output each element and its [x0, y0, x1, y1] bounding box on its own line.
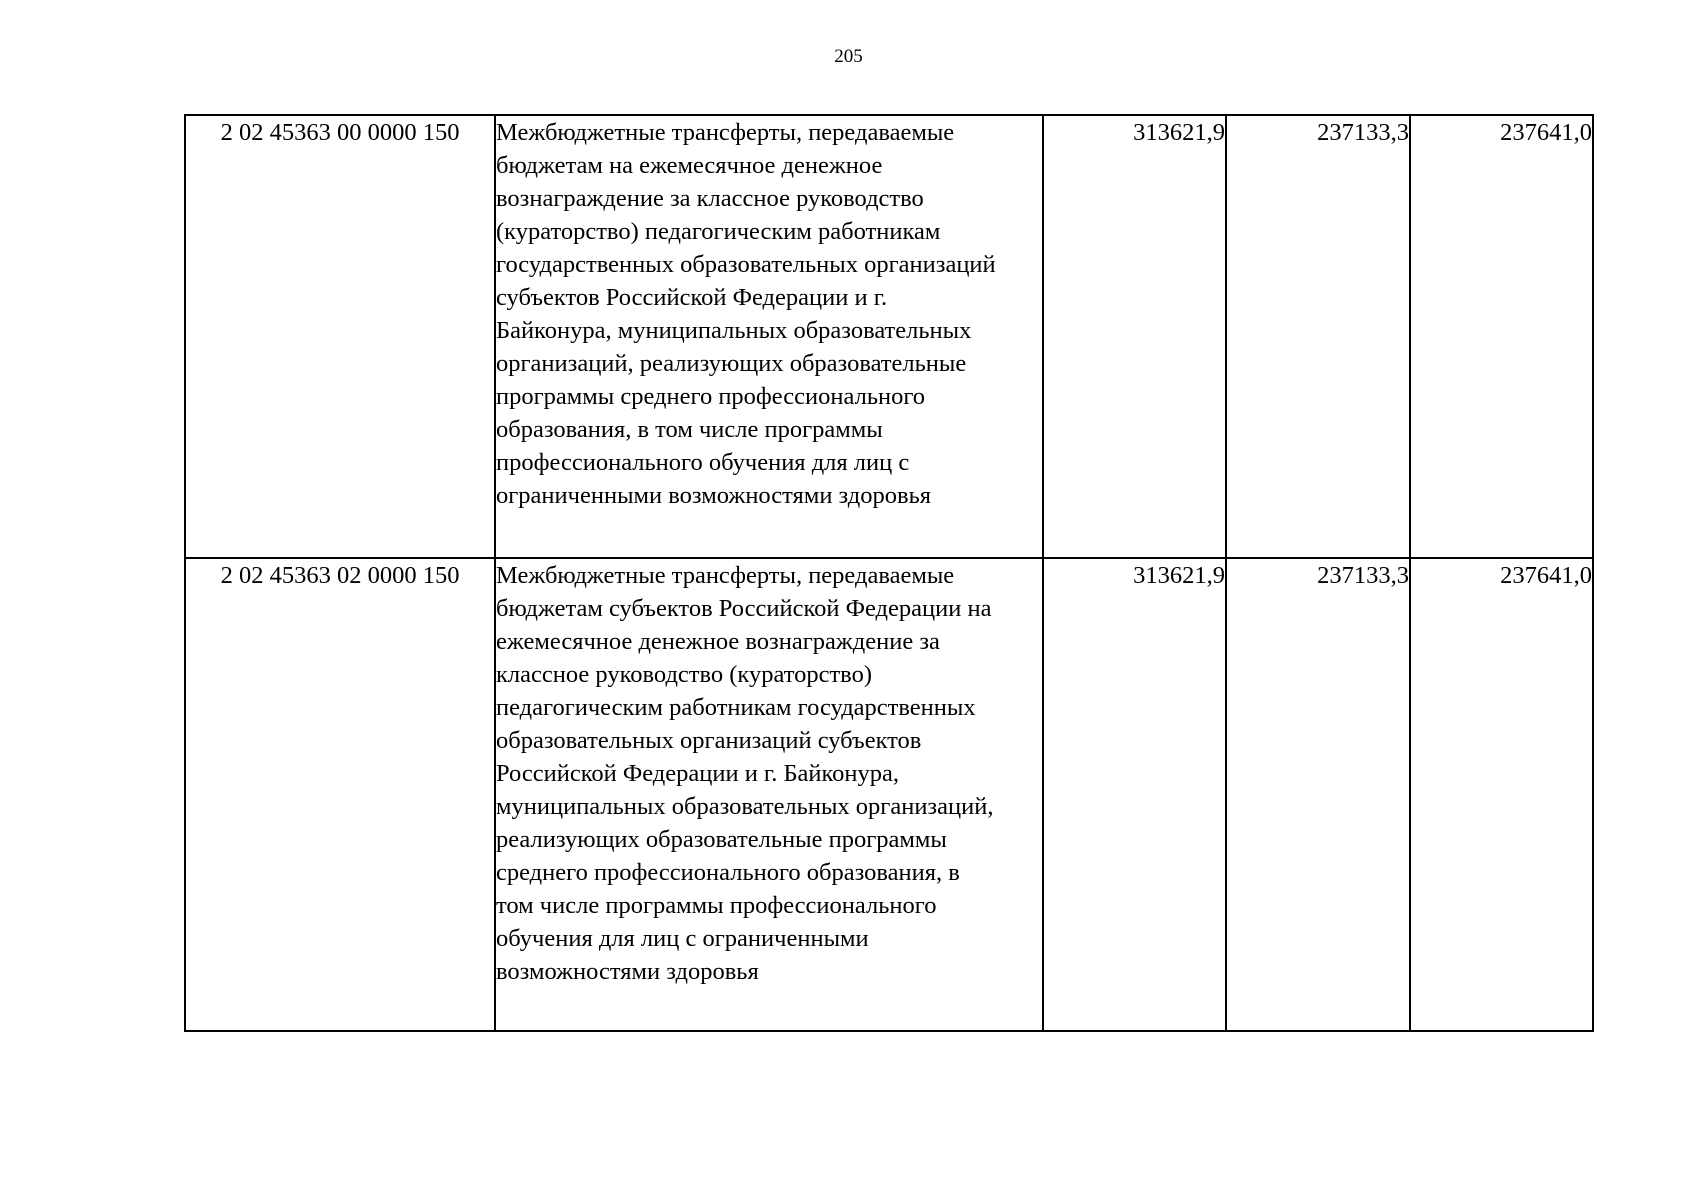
- description-line: бюджетам субъектов Российской Федерации на: [496, 595, 992, 622]
- amount-cell-1: 313621,9: [1043, 558, 1226, 1031]
- description-line: субъектов Российской Федерации и г.: [496, 284, 888, 311]
- description-cell: [495, 115, 1043, 558]
- description-line: возможностями здоровья: [496, 958, 759, 985]
- page-number: 205: [834, 46, 863, 67]
- description-line: Межбюджетные трансферты, передаваемые: [496, 119, 955, 146]
- description-line: классное руководство (кураторство): [496, 661, 872, 688]
- amount-cell-2: 237133,3: [1226, 558, 1410, 1031]
- description-line: образования, в том числе программы: [496, 416, 883, 443]
- description-line: бюджетам на ежемесячное денежное: [496, 152, 883, 179]
- budget-table: [184, 114, 1594, 1032]
- description-line: муниципальных образовательных организаций,: [496, 793, 994, 820]
- amount-cell-1: 313621,9: [1043, 115, 1226, 558]
- description-line: среднего профессионального образования, в: [496, 859, 960, 886]
- description-line: Межбюджетные трансферты, передаваемые: [496, 562, 955, 589]
- amount-cell-2: 237133,3: [1226, 115, 1410, 558]
- description-line: обучения для лиц с ограниченными: [496, 925, 869, 952]
- description-line: ежемесячное денежное вознаграждение за: [496, 628, 940, 655]
- table-row: [185, 558, 1593, 1031]
- description-line: реализующих образовательные программы: [496, 826, 947, 853]
- description-line: профессионального обучения для лиц с: [496, 449, 910, 476]
- description-line: том числе программы профессионального: [496, 892, 937, 919]
- amount-cell-3: 237641,0: [1410, 115, 1593, 558]
- description-line: образовательных организаций субъектов: [496, 727, 922, 754]
- description-cell: [495, 558, 1043, 1031]
- budget-code-cell: 2 02 45363 00 0000 150: [185, 115, 495, 558]
- description-line: программы среднего профессионального: [496, 383, 926, 410]
- table-row: [185, 115, 1593, 558]
- description-line: государственных образовательных организаций: [496, 251, 996, 278]
- description-line: Байконура, муниципальных образовательных: [496, 317, 972, 344]
- budget-code-cell: 2 02 45363 02 0000 150: [185, 558, 495, 1031]
- amount-cell-3: 237641,0: [1410, 558, 1593, 1031]
- description-line: (кураторство) педагогическим работникам: [496, 218, 941, 245]
- description-line: вознаграждение за классное руководство: [496, 185, 924, 212]
- description-line: педагогическим работникам государственных: [496, 694, 976, 721]
- description-line: ограниченными возможностями здоровья: [496, 482, 932, 509]
- description-line: Российской Федерации и г. Байконура,: [496, 760, 900, 787]
- description-line: организаций, реализующих образовательные: [496, 350, 967, 377]
